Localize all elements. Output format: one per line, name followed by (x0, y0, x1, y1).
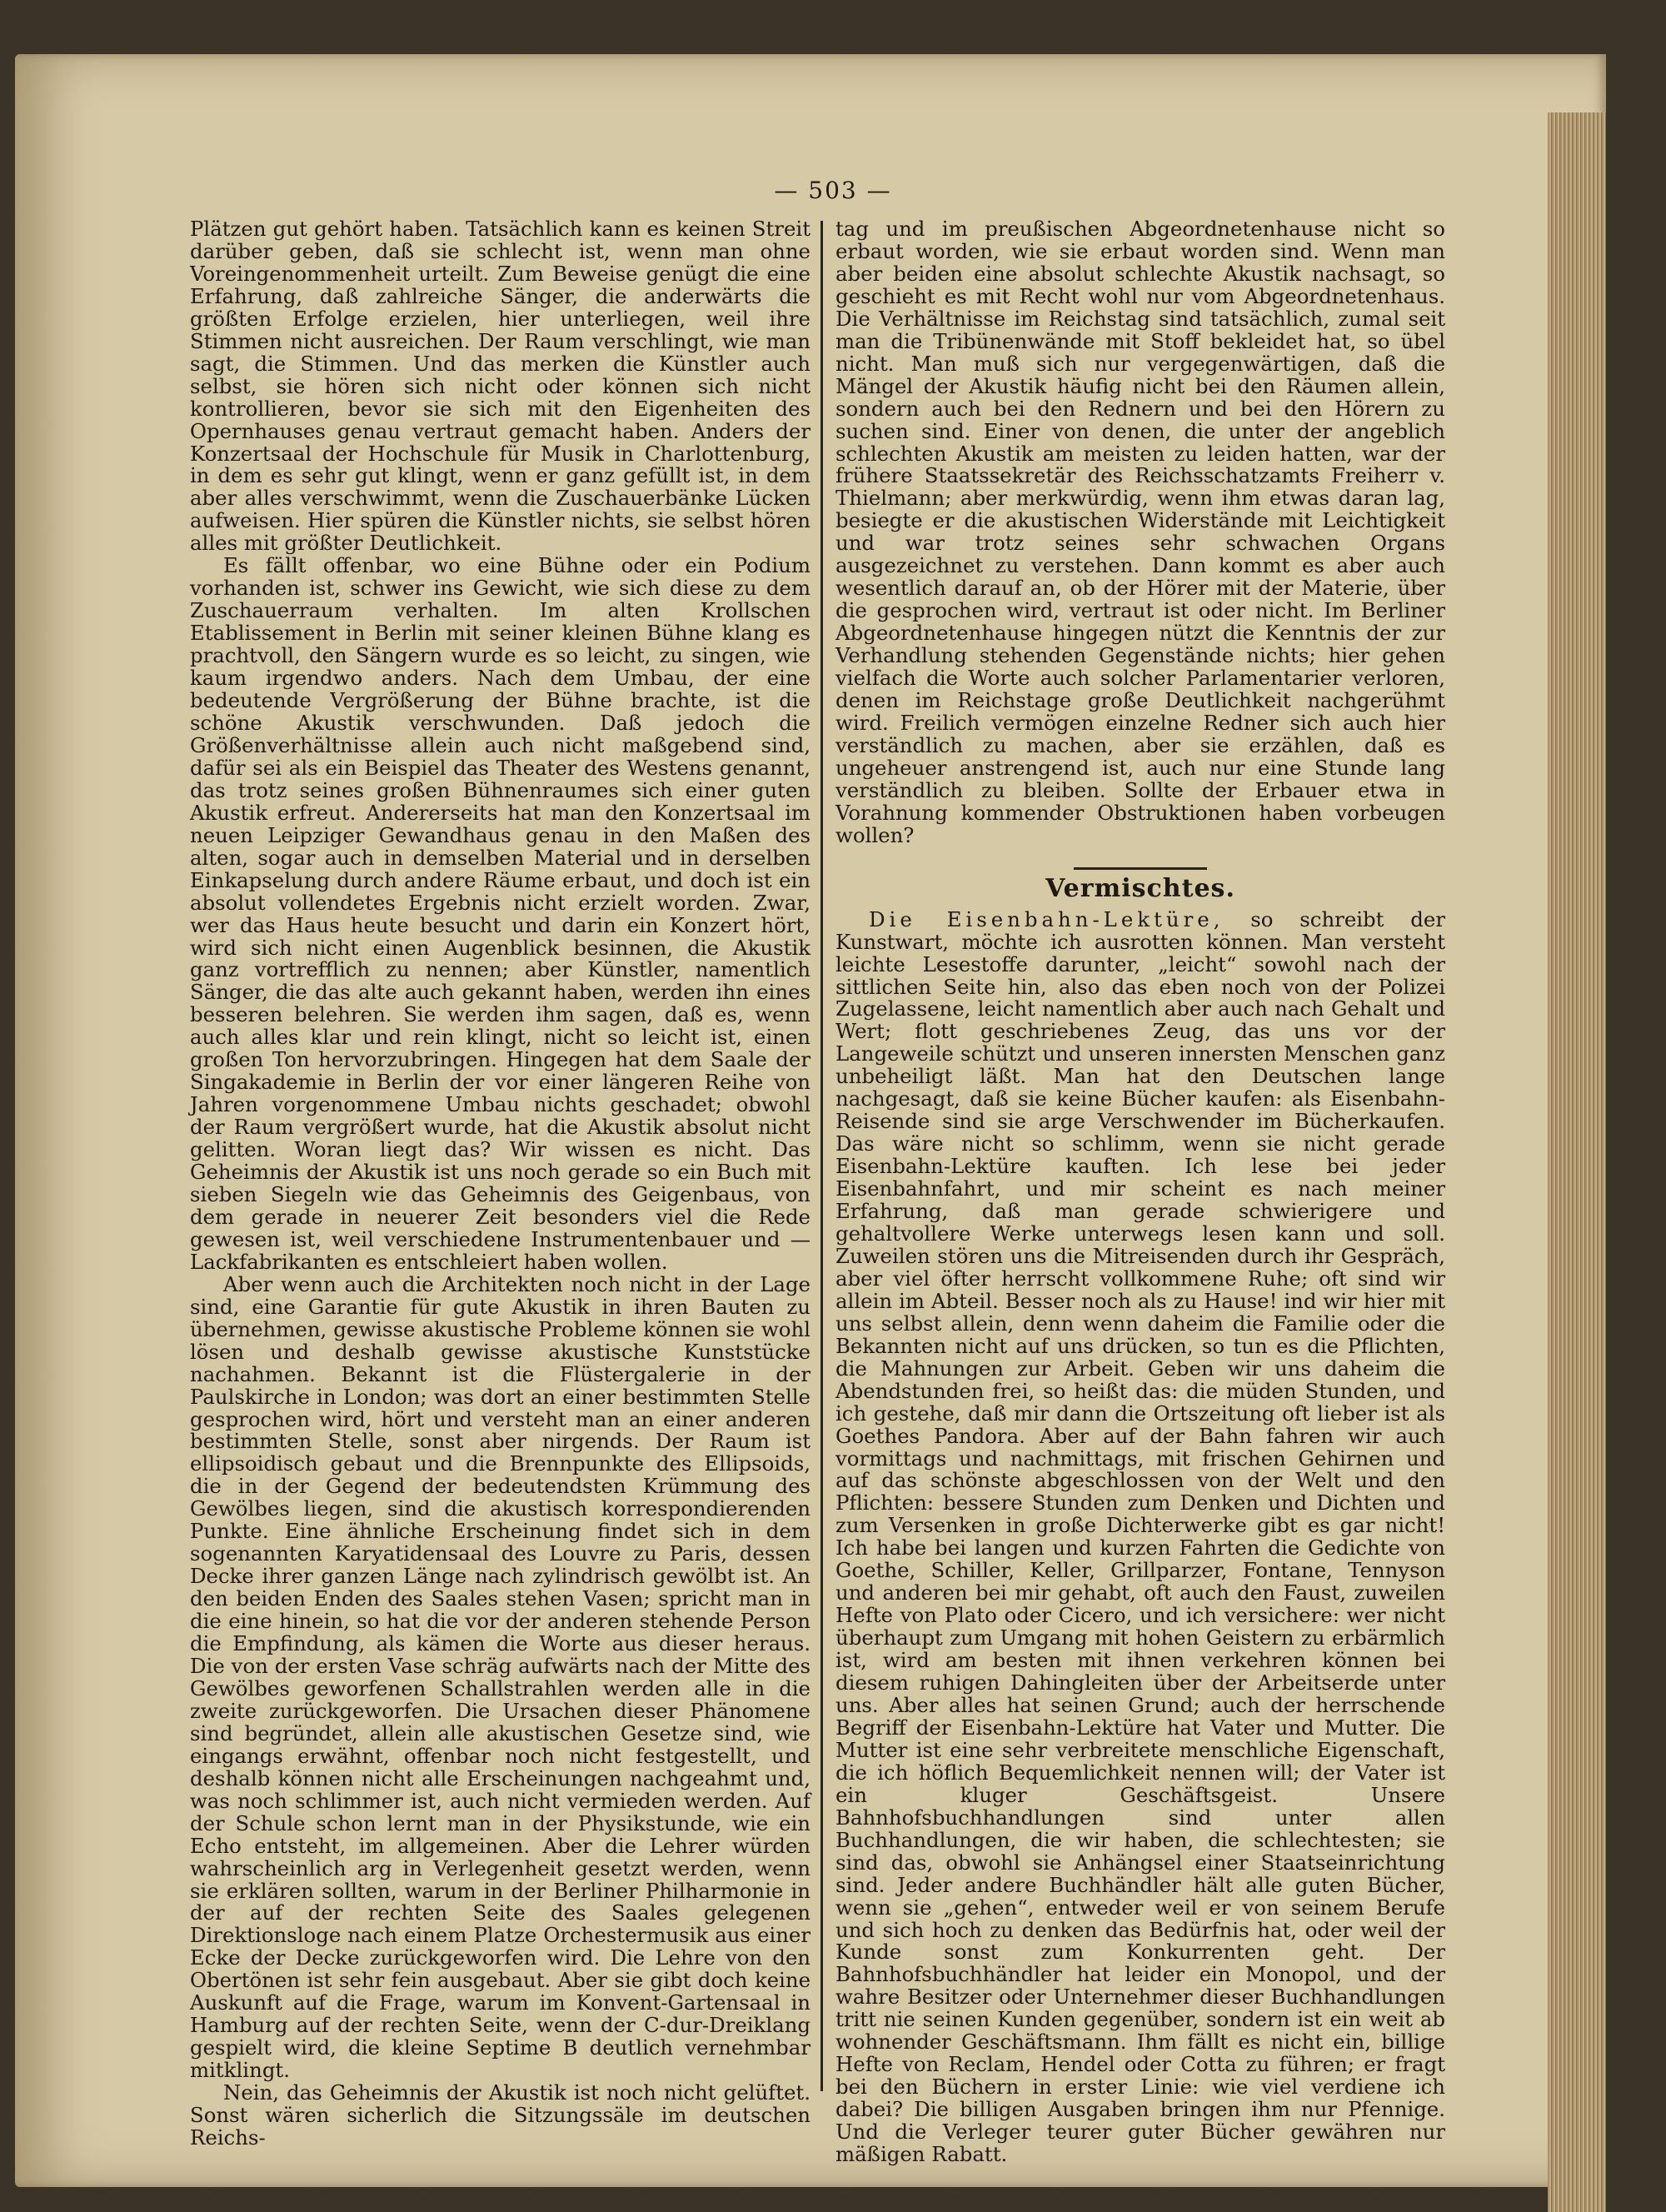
article-lead: Die Eisenbahn-Lektüre, (869, 906, 1225, 931)
column-rule (821, 221, 823, 2091)
paragraph: tag und im preußischen Abgeordnetenhause nicht so erbaut worden, wie sie erbaut worden sind. Wenn man aber beiden eine absolut schlechte Akustik nachsagt, so geschieht es mit Recht wohl nur vom Abgeordnetenhaus. Die Verhältnisse im Reichstag sind tatsächlich, zumal seit man die Tribünenwände mit Stoff bekleidet hat, so übel nicht. Man muß sich nur vergegenwärtigen, daß die Mängel der Akustik häufig nicht bei den Räumen allein, sondern auch bei den Rednern und bei den Hörern zu suchen sind. Einer von denen, die unter der angeblich schlechten Akustik am meisten zu leiden hatten, war der frühere Staatssekretär des Reichsschatzamts Freiherr v. Thielmann; aber merkwürdig, wenn ihm etwas daran lag, besiegte er die akustischen Widerstände mit Leichtigkeit und war trotz seines sehr schwachen Organs ausgezeichnet zu verstehen. Dann kommt es aber auch wesentlich darauf an, ob der Hörer mit der Materie, über die gesprochen wird, vertraut ist oder nicht. Im Berliner Abgeordnetenhause hingegen nützt die Kenntnis der zur Verhandlung stehenden Gegenstände nichts; hier gehen vielfach die Worte auch solcher Parlamentarier verloren, denen im Reichstage große Deutlichkeit nachgerühmt wird. Freilich vermögen einzelne Redner sich auch hier verständlich zu machen, aber sie erzählen, daß es ungeheuer anstrengend ist, auch nur eine Stunde lang verständlich zu bleiben. Sollte der Erbauer etwa in Vorahnung kommender Obstruktionen haben vorbeugen wollen? (835, 217, 1445, 847)
section-heading: Vermischtes. (1045, 873, 1235, 903)
article-paragraph (835, 906, 1445, 2167)
paragraph: Aber wenn auch die Architekten noch nicht in der Lage sind, eine Garantie für gute Akustik in ihren Bauten zu übernehmen, gewisse akustische Probleme können sie wohl lösen und deshalb gewisse akustische Kunststücke nachahmen. Bekannt ist die Flüstergalerie in der Paulskirche in London; was dort an einer bestimmten Stelle gesprochen wird, hört und versteht man an einer anderen bestimmten Stelle, sonst aber nirgends. Der Raum ist ellipsoidisch gebaut und die Brennpunkte des Ellipsoids, die in der Gegend der bedeutendsten Krümmung des Gewölbes liegen, sind die akustisch korrespondierenden Punkte. Eine ähnliche Erscheinung findet sich in dem sogenannten Karyatidensaal des Louvre zu Paris, dessen Decke ihrer ganzen Länge nach zylindrisch gewölbt ist. An den beiden Enden des Saales stehen Vasen; spricht man in die eine hinein, so hat die vor der anderen stehende Person die Empfindung, als kämen die Worte aus dieser heraus. Die von der ersten Vase schräg aufwärts nach der Mitte des Gewölbes geworfenen Schallstrahlen werden alle in die zweite zurückgeworfen. Die Ursachen dieser Phänomene sind begründet, allein alle akustischen Gesetze sind, wie eingangs erwähnt, offenbar noch nicht festgestellt, und deshalb können nicht alle Erscheinungen nachgeahmt und, was noch schlimmer ist, auch nicht vermieden werden. Auf der Schule schon lernt man in der Physikstunde, wie ein Echo entsteht, im allgemeinen. Aber die Lehrer würden wahrscheinlich arg in Verlegenheit gesetzt werden, wenn sie erklären sollten, warum in der Berliner Philharmonie in der auf der rechten Seite des Saales gelegenen Direktionsloge nach einem Platze Orchestermusik aus einer Ecke der Decke zurückgeworfen wird. Die Lehre von den Obertönen ist sehr fein ausgebaut. Aber sie gibt doch keine Auskunft auf die Frage, warum im Konvent-Gartensaal in Hamburg auf der rechten Seite, wenn der C-dur-Dreiklang gespielt wird, die kleine Septime B deutlich vernehmbar mitklingt. (190, 1271, 811, 2083)
page-number: — 503 — (774, 177, 892, 204)
paragraph: Es fällt offenbar, wo eine Bühne oder ein Podium vorhanden ist, schwer ins Gewicht, wie sich diese zu dem Zuschauerraum verhalten. Im alten Krollschen Etablissement in Berlin mit seiner kleinen Bühne klang es prachtvoll, den Sängern wurde es so leicht, zu singen, wie kaum irgendwo anders. Nach dem Umbau, der eine bedeutende Vergrößerung der Bühne brachte, ist die schöne Akustik verschwunden. Daß jedoch die Größenverhältnisse allein auch nicht maßgebend sind, dafür sei als ein Beispiel das Theater des Westens genannt, das trotz seines großen Bühnenraumes sich einer guten Akustik erfreut. Andererseits hat man den Konzertsaal im neuen Leipziger Gewandhaus genau in den Maßen des alten, sogar auch in demselben Material und in derselben Einkapselung durch andere Räume erbaut, und doch ist ein absolut vollendetes Ergebnis nicht erzielt worden. Zwar, wer das Haus heute besucht und darin ein Konzert hört, wird sich nicht einen Augenblick besinnen, die Akustik ganz vortrefflich zu nennen; aber Künstler, namentlich Sänger, die das alte auch gekannt haben, werden ihn eines besseren belehren. Sie werden ihm sagen, daß es, wenn auch alles klar und rein klingt, nicht so leicht ist, einen großen Ton hervorzubringen. Hingegen hat dem Saale der Singakademie in Berlin der vor einer längeren Reihe von Jahren vorgenommene Umbau nichts geschadet; obwohl der Raum vergrößert wurde, hat die Akustik absolut nicht gelitten. Woran liegt das? Wir wissen es nicht. Das Geheimnis der Akustik ist uns noch gerade so ein Buch mit sieben Siegeln wie das Geheimnis des Geigenbaus, von dem gerade in neuerer Zeit besonders viel die Rede gewesen ist, weil verschiedene Instrumentenbauer und — Lackfabrikanten es entschleiert haben wollen. (190, 553, 811, 1274)
paragraph: Plätzen gut gehört haben. Tatsächlich kann es keinen Streit darüber geben, daß sie schlecht ist, wenn man ohne Voreingenommenheit urteilt. Zum Beweise genügt die eine Erfahrung, daß zahlreiche Sänger, die anderwärts die größten Erfolge erzielen, hier unterliegen, weil ihre Stimmen nicht ausreichen. Der Raum verschlingt, wie man sagt, die Stimmen. Und das merken die Künstler auch selbst, sie hören sich nicht oder können sich nicht kontrollieren, bevor sie sich mit den Eigenheiten des Opernhauses genau vertraut gemacht haben. Anders der Konzertsaal der Hochschule für Musik in Charlottenburg, in dem es sehr gut klingt, wenn er ganz gefüllt ist, in dem aber alles verschwimmt, wenn die Zuschauerbänke Lücken aufweisen. Hier spüren die Künstler nichts, sie selbst hören alles mit größter Deutlichkeit. (190, 217, 811, 556)
paragraph: Nein, das Geheimnis der Akustik ist noch nicht gelüftet. Sonst wären sicherlich die Sitzungssäle im deutschen Reichs- (190, 2080, 811, 2150)
article-body: so schreibt der Kunstwart, möchte ich ausrotten können. Man versteht leichte Lesestoffe darunter, „leicht“ sowohl nach der sittlichen Seite hin, also das eben noch von der Polizei Zugelassene, leicht namentlich aber auch nach Gehalt und Wert; flott geschriebenes Zeug, das uns vor der Langeweile schützt und unseren innersten Menschen ganz unbeheiligt läßt. Man hat den Deutschen lange nachgesagt, daß sie keine Bücher kaufen: als Eisenbahn-Reisende sind sie arge Verschwender im Bücherkaufen. Das wäre nicht so schlimm, wenn sie nicht gerade Eisenbahn-Lektüre kauften. Ich lese bei jeder Eisenbahnfahrt, und mir scheint es nach meiner Erfahrung, daß man gerade schwierigere und gehaltvollere Werke unterwegs lesen kann und soll. Zuweilen stören uns die Mitreisenden durch ihr Gespräch, aber viel öfter herrscht vollkommene Ruhe; oft sind wir allein im Abteil. Besser noch als zu Hause! ind wir hier mit uns selbst allein, denn wenn daheim die Familie oder die Bekannten nicht auf uns drücken, so tun es die Pflichten, die Mahnungen zur Arbeit. Geben wir uns daheim die Abendstunden frei, so heißt das: die müden Stunden, und ich gestehe, daß mir dann die Ortszeitung oft lieber ist als Goethes Pandora. Aber auf der Bahn fahren wir auch vormittags und nachmittags, mit frischen Gehirnen und auf das schönste abgeschlossen von der Welt und den Pflichten: bessere Stunden zum Denken und Dichten und zum Versenken in große Dichterwerke gibt es gar nicht! Ich habe bei langen und kurzen Fahrten die Gedichte von Goethe, Schiller, Keller, Grillparzer, Fontane, Tennyson und anderen bei mir gehabt, oft auch den Faust, zuweilen Hefte von Plato oder Cicero, und ich versichere: wer nicht überhaupt zum Umgang mit hohen Geistern zu erbärmlich ist, wird am besten mit ihnen verkehren können bei diesem ruhigen Dahingleiten über der Arbeitserde unter uns. Aber alles hat seinen Grund; auch der herrschende Begriff der Eisenbahn-Lektüre hat Vater und Mutter. Die Mutter ist eine sehr verbreitete menschliche Eigenschaft, die ich höflich Bequemlichkeit nennen will; der Vater ist ein kluger Geschäftsgeist. Unsere Bahnhofsbuchhandlungen sind unter allen Buchhandlungen, die wir haben, die schlechtesten; sie sind das, obwohl sie Anhängsel einer Staatseinrichtung sind. Jeder andere Buchhändler hält alle guten Bücher, wenn sie „gehen“, entweder weil er von seinem Berufe und sich hoch zu denken das Bedürfnis hat, oder weil der Kunde sonst zum Konkurrenten geht. Der Bahnhofsbuchhändler hat leider ein Monopol, und der wahre Besitzer oder Unternehmer dieser Buchhandlungen tritt nie seinen Kunden gegenüber, sondern ist ein weit ab wohnender Geschäftsmann. Ihm fällt es nicht ein, billige Hefte von Reclam, Hendel oder Cotta zu führen; er fragt bei den Büchern in erster Linie: wie viel verdiene ich dabei? Die billigen Ausgaben bringen ihm nur Pfennige. Und die Verleger teurer guter Bücher gewähren nur mäßigen Rabatt. (835, 906, 1445, 2167)
left-column (190, 217, 811, 2150)
page-stack-edge (1548, 112, 1606, 2212)
section-separator (1074, 867, 1207, 870)
right-column (835, 217, 1445, 2167)
